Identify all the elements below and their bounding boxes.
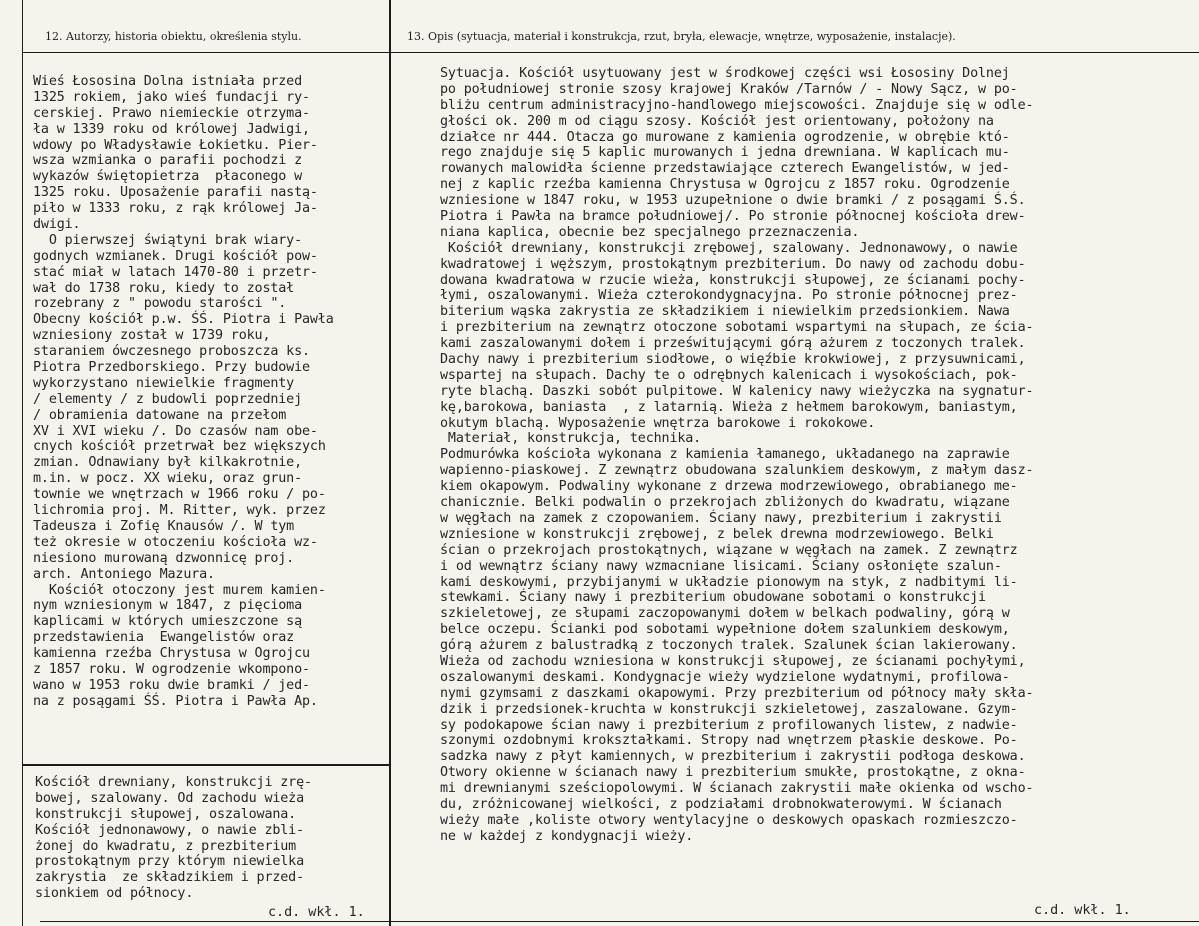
text-line: nymi gzymsami z daszkami okapowymi. Przy prezbiterium od północy mały skła-	[440, 685, 1034, 701]
text-line: wzniesiony został w 1739 roku,	[33, 328, 271, 344]
column-divider-line	[389, 0, 391, 926]
text-line: dowana kwadratowa w rzucie wieża, konstrukcji słupowej, ze ścianami pochy-	[440, 272, 1026, 288]
text-line: Tadeusza i Zofię Knausów /. W tym	[33, 518, 295, 534]
text-line: Sytuacja. Kościół usytuowany jest w środkowej części wsi Łososiny Dolnej	[440, 66, 1010, 81]
text-line: z 1857 roku. W ogrodzenie wkompono-	[33, 661, 310, 677]
text-line: wieży małe ,koliste otwory wentylacyjne o deskowych opaskach rozmieszczo-	[440, 812, 1018, 828]
text-line: nej z kaplic rzeźba kamienna Chrystusa w Ogrojcu z 1857 roku. Ogrodzenie	[440, 177, 1010, 193]
text-line: mi drewnianymi sześciopolowymi. W ścianach zakrystii małe okienka od wscho-	[440, 781, 1034, 797]
left-column-header: 12. Autorzy, historia obiektu, określenia stylu.	[45, 30, 302, 43]
text-line: / obramienia datowane na przełom	[33, 407, 287, 423]
construction-summary-block	[35, 775, 312, 902]
text-line: lichromia proj. M. Ritter, wyk. przez	[33, 503, 326, 519]
text-line: w węgłach na zamek z czopowaniem. Ściany nawy, prezbiterium i zakrystii	[440, 510, 1002, 526]
text-line: Piotra i Pawła na bramce południowej/. Po stronie północnej kościoła drew-	[440, 209, 1026, 225]
text-line: zmian. Odnawiany był kilkakrotnie,	[33, 455, 303, 471]
text-line: ła w 1339 roku od królowej Jadwigi,	[33, 121, 310, 137]
text-line: O pierwszej świątyni brak wiary-	[33, 232, 303, 248]
text-line: kamienna rzeźba Chrystusa w Ogrojcu	[33, 646, 310, 662]
text-line: ne w każdej z kondygnacji wieży.	[440, 828, 694, 844]
text-line: godnych wzmianek. Drugi kościół pow-	[33, 248, 318, 264]
text-line: dwigi.	[33, 217, 81, 233]
text-line: sy podokapowe ścian nawy i prezbiterium z profilowanych listew, z nadwie-	[440, 717, 1018, 733]
text-line: i od wewnątrz ściany nawy wzmacniane lisicami. Ściany osłonięte szalun-	[440, 558, 1002, 574]
text-line: bliżu centrum administracyjno-handlowego miejscowości. Znajduje się w odle-	[440, 97, 1034, 113]
text-line: niesiono murowaną dzwonnicę proj.	[33, 550, 295, 566]
text-line: dzik i przedsionek-kruchta w konstrukcji szkieletowej, zaszalowane. Gzym-	[440, 701, 1018, 717]
text-line: belce oczepu. Ścianki pod sobotami wypełnione dołem szalunkiem deskowym,	[440, 622, 1010, 638]
text-line: łymi, oszalowanymi. Wieża czterokondygnacyjna. Po stronie północnej prez-	[440, 288, 1018, 304]
text-line: 1325 rokiem, jako wieś fundacji ry-	[33, 89, 310, 105]
text-line: kami zaszalowanymi dołem i prześwitującymi górą ażurem z toczonych tralek.	[440, 336, 1026, 352]
text-line: stewkami. Ściany nawy i prezbiterium obudowane sobotami o konstrukcji	[440, 590, 986, 606]
text-line: konstrukcji słupowej, oszalowana.	[35, 806, 297, 822]
text-line: Dachy nawy i prezbiterium siodłowe, o więźbie krokwiowej, z przysuwnicami,	[440, 352, 1026, 368]
text-line: rego znajduje się 5 kaplic murowanych i jedna drewniana. W kaplicach mu-	[440, 145, 1010, 161]
text-line: kiem okapowym. Podwaliny wykonane z drzewa modrzewiowego, obrabianego me-	[440, 479, 1018, 495]
text-line: kwadratowej i węższym, prostokątnym prezbiterium. Do nawy od zachodu dobu-	[440, 256, 1026, 272]
text-line: wdowy po Władysławie Łokietku. Pier-	[33, 137, 318, 153]
text-line: oszalowanymi deskami. Kondygnacje wieży wydzielone wydatnymi, profilowa-	[440, 669, 1010, 685]
text-line: zakrystia ze składzikiem i przed-	[35, 870, 305, 886]
text-line: Wieża od zachodu wzniesiona w konstrukcji słupowej, ze ścianami pochyłymi,	[440, 653, 1026, 669]
text-line: wano w 1953 roku dwie bramki / jed-	[33, 677, 310, 693]
text-line: chanicznie. Belki podwalin o przekrojach zbliżonych do kwadratu, wiązane	[440, 495, 1010, 511]
text-line: Wieś Łososina Dolna istniała przed	[33, 74, 303, 89]
text-line: nym wzniesionym w 1847, z pięcioma	[33, 598, 303, 614]
text-line: Kościół jednonawowy, o nawie zbli-	[35, 822, 305, 838]
text-line: też okresie w otoczeniu kościoła wz-	[33, 534, 318, 550]
text-line: arch. Antoniego Mazura.	[33, 566, 215, 582]
bottom-rule	[40, 921, 1199, 922]
text-line: wspartej na słupach. Dachy te o odrębnych kalenicach i wysokościach, pok-	[440, 367, 1018, 383]
text-line: m.in. w pocz. XX wieku, oraz grun-	[33, 471, 303, 487]
text-line: Materiał, konstrukcja, technika.	[440, 431, 702, 447]
text-line: staraniem ówczesnego proboszcza ks.	[33, 344, 310, 360]
text-line: sionkiem od północy.	[35, 886, 194, 902]
text-line: szkieletowej, ze słupami zaczopowanymi dołem w belkach podwaliny, górą w	[440, 606, 1010, 622]
right-column-header: 13. Opis (sytuacja, materiał i konstrukcja, rzut, bryła, elewacje, wnętrze, wyposażenie, instalacje).	[407, 30, 956, 43]
text-line: i prezbiterium na zewnątrz otoczone sobotami wspartymi na słupach, ze ścia-	[440, 320, 1034, 336]
text-line: Kościół drewniany, konstrukcji zrębowej, szalowany. Jednonawowy, o nawie	[440, 240, 1018, 256]
left-block-separator	[22, 764, 390, 766]
text-line: kami deskowymi, przybijanymi w układzie pionowym na styk, z nadbitymi li-	[440, 574, 1018, 590]
header-rule-left	[22, 52, 390, 53]
text-line: przedstawienia Ewangelistów oraz	[33, 630, 295, 646]
text-line: prostokątnym przy którym niewielka	[35, 854, 305, 870]
text-line: bowej, szalowany. Od zachodu wieża	[35, 790, 305, 806]
left-margin-line	[22, 0, 23, 926]
text-line: 1325 roku. Uposażenie parafii nastą-	[33, 185, 318, 201]
text-line: ryte blachą. Daszki sobót pulpitowe. W kalenicy nawy wieżyczka na sygnatur-	[440, 383, 1034, 399]
text-line: po południowej stronie szosy krajowej Kraków /Tarnów / - Nowy Sącz, w po-	[440, 81, 1018, 97]
text-line: Podmurówka kościoła wykonana z kamienia łamanego, układanego na zaprawie	[440, 447, 1010, 463]
text-line: rozebrany z " powodu starości ".	[33, 296, 287, 312]
text-line: głości ok. 200 m od ciągu szosy. Kościół jest orientowany, położony na	[440, 113, 994, 129]
text-line: wykazów świętopietrza płaconego w	[33, 169, 303, 185]
left-continuation-note: c.d. wkł. 1.	[268, 905, 365, 920]
text-line: du, zróżnicowanej wielkości, z podziałami drobnokwaterowymi. W ścianach	[440, 796, 1002, 812]
text-line: Obecny kościół p.w. ŚŚ. Piotra i Pawła	[33, 312, 334, 328]
text-line: Piotra Przedborskiego. Przy budowie	[33, 360, 310, 376]
text-line: Kościół drewniany, konstrukcji zrę-	[35, 775, 312, 790]
text-line: biterium wąska zakrystia ze składzikiem i niewielkim przedsionkiem. Nawa	[440, 304, 1010, 320]
text-line: XV i XVI wieku /. Do czasów nam obe-	[33, 423, 318, 439]
header-rule-right	[390, 52, 1199, 53]
text-line: żonej do kwadratu, z prezbiterium	[35, 838, 297, 854]
text-line: cerskiej. Prawo niemieckie otrzyma-	[33, 105, 310, 121]
text-line: okutym blachą. Wyposażenie wnętrza barokowe i rokokowe.	[440, 415, 876, 431]
text-line: wał do 1738 roku, kiedy to został	[33, 280, 295, 296]
text-line: kę,barokowa, baniasta , z latarnią. Wieża z hełmem barokowym, baniastym,	[440, 399, 1018, 415]
text-line: wapienno-piaskowej. Z zewnątrz obudowana szalunkiem deskowym, z małym dasz-	[440, 463, 1034, 479]
text-line: / elementy / z budowli poprzedniej	[33, 391, 303, 407]
text-line: cnych kościół przetrwał bez większych	[33, 439, 326, 455]
text-line: górą ażurem z balustradką z toczonych tralek. Szalunek ścian lakierowany.	[440, 638, 1018, 654]
text-line: wzniesione w konstrukcji zrębowej, z belek drewna modrzewiowego. Belki	[440, 526, 994, 542]
text-line: niana kaplica, obecnie bez specjalnego przeznaczenia.	[440, 224, 860, 240]
history-text-block	[33, 74, 334, 710]
text-line: Otwory okienne w ścianach nawy i prezbiterium smukłe, prostokątne, z okna-	[440, 765, 1026, 781]
text-line: wzniesione w 1847 roku, w 1953 uzupełnione o dwie bramki / z posągami Ś.Ś.	[440, 193, 1026, 209]
text-line: na z posągami ŚŚ. Piotra i Pawła Ap.	[33, 693, 318, 709]
text-line: stać miał w latach 1470-80 i przetr-	[33, 264, 318, 280]
text-line: sadzka nawy z płyt kamiennych, w prezbiterium i zakrystii podłoga deskowa.	[440, 749, 1026, 765]
text-line: wykorzystano niewielkie fragmenty	[33, 375, 295, 391]
text-line: ścian o przekrojach prostokątnych, wiązane w węgłach na zamek. Z zewnątrz	[440, 542, 1018, 558]
text-line: działce nr 444. Otacza go murowane z kamienia ogrodzenie, w obrębie któ-	[440, 129, 1010, 145]
text-line: wsza wzmianka o parafii pochodzi z	[33, 153, 303, 169]
description-text-block	[440, 66, 1033, 845]
right-continuation-note: c.d. wkł. 1.	[1034, 903, 1131, 918]
text-line: townie we wnętrzach w 1966 roku / po-	[33, 487, 326, 503]
text-line: piło w 1333 roku, z rąk królowej Ja-	[33, 201, 318, 217]
text-line: rowanych malowidła ścienne przedstawiające czterech Ewangelistów, w jed-	[440, 161, 1010, 177]
text-line: Kościół otoczony jest murem kamien-	[33, 582, 326, 598]
text-line: kaplicami w których umieszczone są	[33, 614, 303, 630]
text-line: szonymi ozdobnymi krokształkami. Stropy nad wnętrzem płaskie deskowe. Po-	[440, 733, 1018, 749]
